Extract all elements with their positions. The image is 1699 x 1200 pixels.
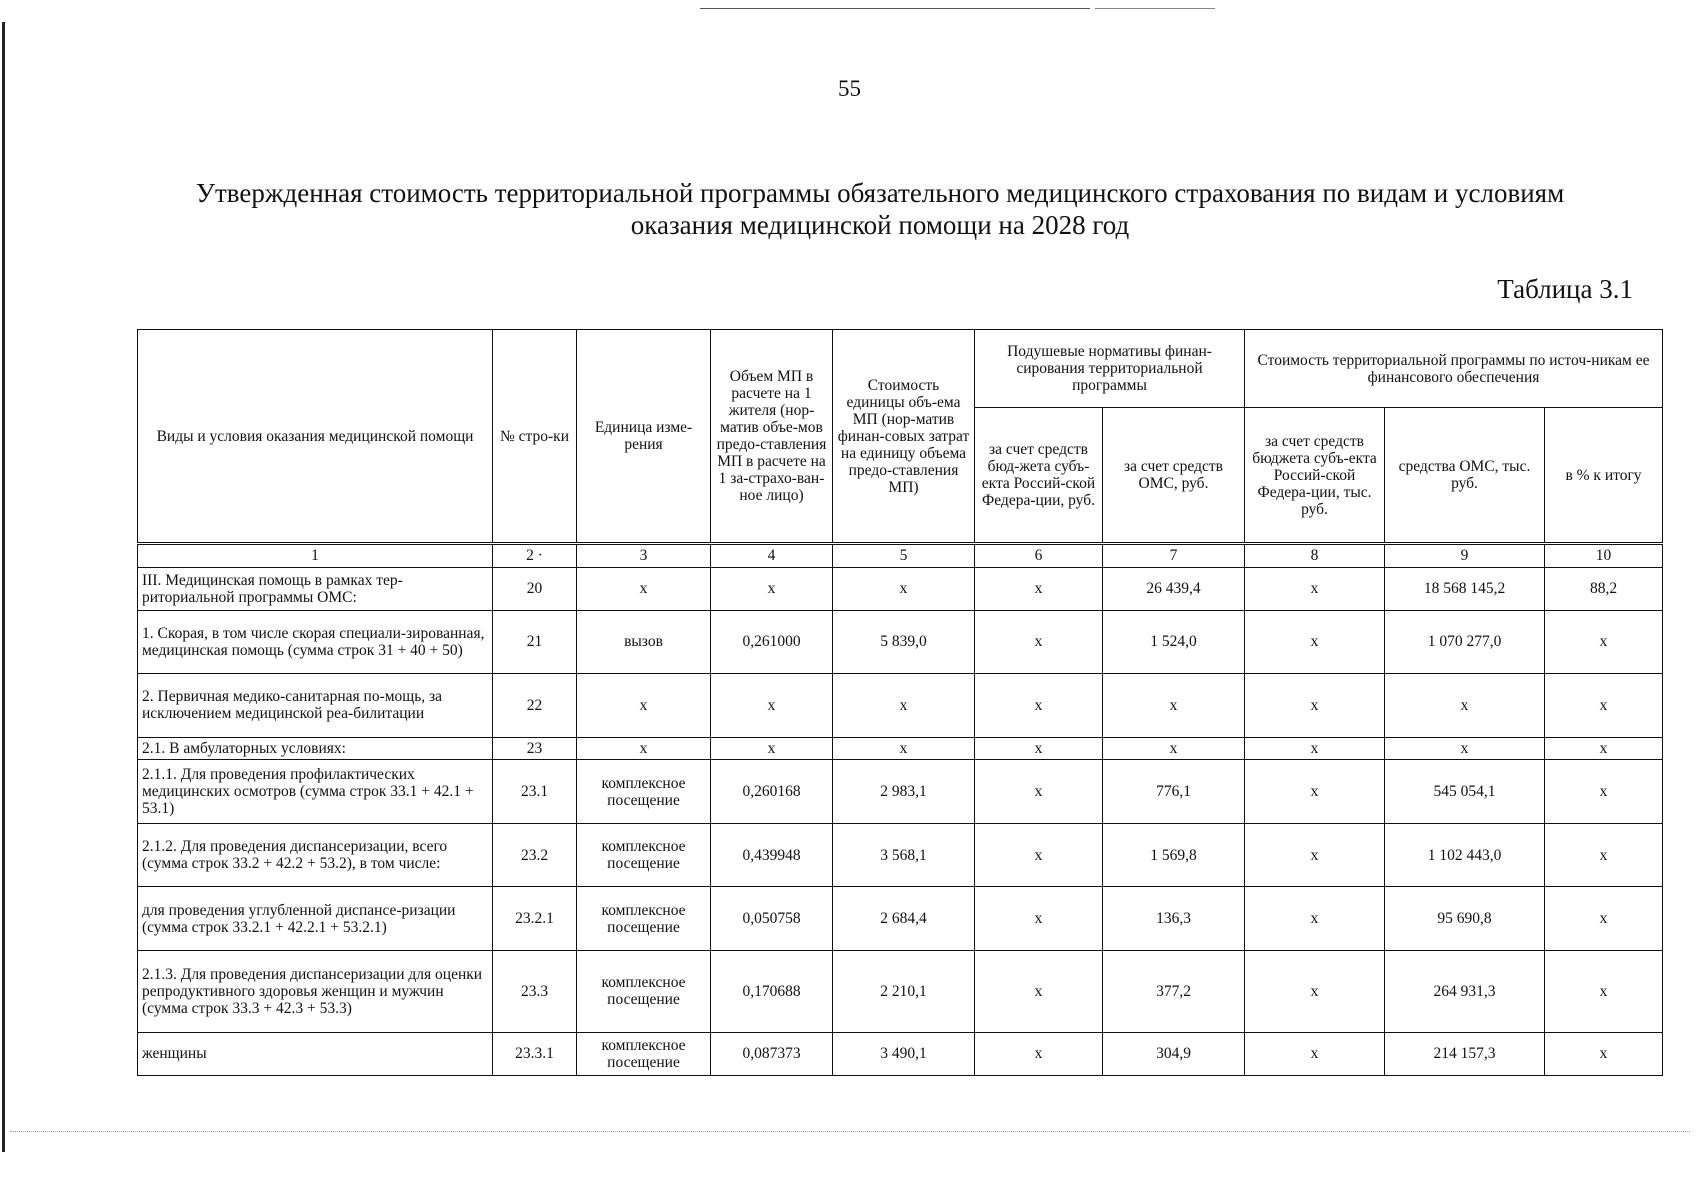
table-cell: х [975,823,1103,887]
table-cell: х [1545,760,1663,824]
column-number: 7 [1103,544,1245,568]
table-row [138,567,1663,610]
header-volume: Объем МП в расчете на 1 жителя (нор-матив объе-мов предо-ставления МП в расчете на 1 за-страхо-ван-ное лицо) [711,330,833,544]
table-cell: 2 983,1 [833,760,975,824]
table-cell: х [975,674,1103,738]
table-row [138,737,1663,760]
table-cell: х [1385,737,1545,760]
page-number: 55 [838,76,861,101]
table-row [138,1032,1663,1075]
header-budget-thousand: за счет средств бюджета субъ-екта Россий-ской Федера-ции, тыс. руб. [1245,408,1385,544]
table-cell: х [1245,1032,1385,1075]
table-cell: х [1385,674,1545,738]
table-row [138,950,1663,1032]
table-cell: 0,439948 [711,823,833,887]
table-cell: 22 [493,674,577,738]
table-cell: 377,2 [1103,950,1245,1032]
table-cell: 0,261000 [711,610,833,674]
row-label: 1. Скорая, в том числе скорая специали-зированная, медицинская помощь (сумма строк 31 + 40 + 50) [138,610,493,674]
column-number: 1 [138,544,493,568]
table-header-row [138,330,1663,408]
table-cell: х [1245,567,1385,610]
table-cell: х [975,610,1103,674]
table-cell: 776,1 [1103,760,1245,824]
table-cell: х [711,737,833,760]
table-cell: 0,260168 [711,760,833,824]
table-cell: 21 [493,610,577,674]
table-cell: 5 839,0 [833,610,975,674]
table-cell: 95 690,8 [1385,887,1545,951]
table-cell: комплексное посещение [577,1032,711,1075]
table-cell: 3 568,1 [833,823,975,887]
table-row [138,823,1663,887]
table-cell: 23 [493,737,577,760]
table-cell: х [975,1032,1103,1075]
table-cell: 1 569,8 [1103,823,1245,887]
table-cell: 23.3.1 [493,1032,577,1075]
header-oms-rub: за счет средств ОМС, руб. [1103,408,1245,544]
table-cell: 1 524,0 [1103,610,1245,674]
row-label: 2.1.1. Для проведения профилактических медицинских осмотров (сумма строк 33.1 + 42.1 + 53.1) [138,760,493,824]
row-label: 2.1.3. Для проведения диспансеризации для оценки репродуктивного здоровья женщин и мужчин (сумма строк 33.3 + 42.3 + 53.3) [138,950,493,1032]
table-cell: х [711,567,833,610]
header-oms-thousand: средства ОМС, тыс. руб. [1385,408,1545,544]
table-cell: 18 568 145,2 [1385,567,1545,610]
table-cell: 26 439,4 [1103,567,1245,610]
row-label: 2.1. В амбулаторных условиях: [138,737,493,760]
table-label: Таблица 3.1 [1497,274,1633,304]
table-cell: 2 684,4 [833,887,975,951]
table-cell: х [577,737,711,760]
table-cell: х [1545,610,1663,674]
table-cell: х [1103,674,1245,738]
table-cell: х [1245,610,1385,674]
table-cell: комплексное посещение [577,823,711,887]
row-label: III. Медицинская помощь в рамках тер-риториальной программы ОМС: [138,567,493,610]
table-cell: 23.1 [493,760,577,824]
table-cell: 1 070 277,0 [1385,610,1545,674]
title-line-1: Утвержденная стоимость территориальной программы обязательного медицинского страхования по видам и условиям [195,178,1565,208]
table-cell: х [1545,887,1663,951]
header-unit: Единица изме-рения [577,330,711,544]
table-cell: х [577,567,711,610]
table-cell: х [1245,950,1385,1032]
table-cell: комплексное посещение [577,950,711,1032]
table-cell: 304,9 [1103,1032,1245,1075]
table-cell: 214 157,3 [1385,1032,1545,1075]
scan-top-rule-dashed [1095,8,1215,9]
row-label: для проведения углубленной диспансе-ризации (сумма строк 33.2.1 + 42.2.1 + 53.2.1) [138,887,493,951]
scan-margin-line [2,22,5,1152]
table-cell: 2 210,1 [833,950,975,1032]
table-row [138,887,1663,951]
column-number-row [138,544,1663,568]
table-cell: х [1545,674,1663,738]
table-row [138,610,1663,674]
table-cell: 23.2.1 [493,887,577,951]
table-cell: 545 054,1 [1385,760,1545,824]
table-cell: х [1545,737,1663,760]
table-cell: 0,170688 [711,950,833,1032]
table-cell: вызов [577,610,711,674]
table-cell: 3 490,1 [833,1032,975,1075]
column-number: 4 [711,544,833,568]
table-cell: 0,087373 [711,1032,833,1075]
row-label: женщины [138,1032,493,1075]
table-cell: 88,2 [1545,567,1663,610]
column-number: 6 [975,544,1103,568]
table-cell: х [833,674,975,738]
table-cell: х [975,887,1103,951]
table-cell: 136,3 [1103,887,1245,951]
table-cell: х [1245,887,1385,951]
table-cell: х [833,567,975,610]
table-cell: 20 [493,567,577,610]
header-per-capita-group: Подушевые нормативы финан-сирования территориальной программы [975,330,1245,408]
table-cell: х [711,674,833,738]
header-kinds: Виды и условия оказания медицинской помощи [138,330,493,544]
table-cell: х [975,760,1103,824]
table-cell: х [1545,1032,1663,1075]
table-cell: х [1545,823,1663,887]
table-cell: х [1245,760,1385,824]
table-cell: х [975,950,1103,1032]
table-cell: 1 102 443,0 [1385,823,1545,887]
table-cell: 0,050758 [711,887,833,951]
table-cell: х [577,674,711,738]
table-cell: х [1245,674,1385,738]
row-label: 2.1.2. Для проведения диспансеризации, всего (сумма строк 33.2 + 42.2 + 53.2), в том числе: [138,823,493,887]
header-unit-cost: Стоимость единицы объ-ема МП (нор-матив финан-совых затрат на единицу объема предо-ставления МП) [833,330,975,544]
table-row [138,674,1663,738]
header-program-cost-group: Стоимость территориальной программы по источ-никам ее финансового обеспечения [1245,330,1663,408]
column-number: 5 [833,544,975,568]
table-cell: х [1545,950,1663,1032]
table-row [138,760,1663,824]
column-number: 9 [1385,544,1545,568]
table-cell: комплексное посещение [577,760,711,824]
document-title [120,177,1640,241]
table-cell: 23.3 [493,950,577,1032]
table-cell: комплексное посещение [577,887,711,951]
header-budget-rub: за счет средств бюд-жета субъ-екта Россий-ской Федера-ции, руб. [975,408,1103,544]
table-cell: х [975,567,1103,610]
table-cell: 23.2 [493,823,577,887]
table-cell: х [1103,737,1245,760]
table-cell: х [1245,737,1385,760]
column-number: 8 [1245,544,1385,568]
scan-dotted-rule [10,1131,1690,1132]
table-cell: х [1245,823,1385,887]
row-label: 2. Первичная медико-санитарная по-мощь, за исключением медицинской реа-билитации [138,674,493,738]
column-number: 2 · [493,544,577,568]
cost-table [137,329,1663,1076]
header-row-number: № стро-ки [493,330,577,544]
table-cell: х [833,737,975,760]
header-percent: в % к итогу [1545,408,1663,544]
column-number: 10 [1545,544,1663,568]
table-cell: х [975,737,1103,760]
table-cell: 264 931,3 [1385,950,1545,1032]
title-line-2: оказания медицинской помощи на 2028 год [630,210,1130,240]
scan-top-rule [700,8,1090,9]
column-number: 3 [577,544,711,568]
